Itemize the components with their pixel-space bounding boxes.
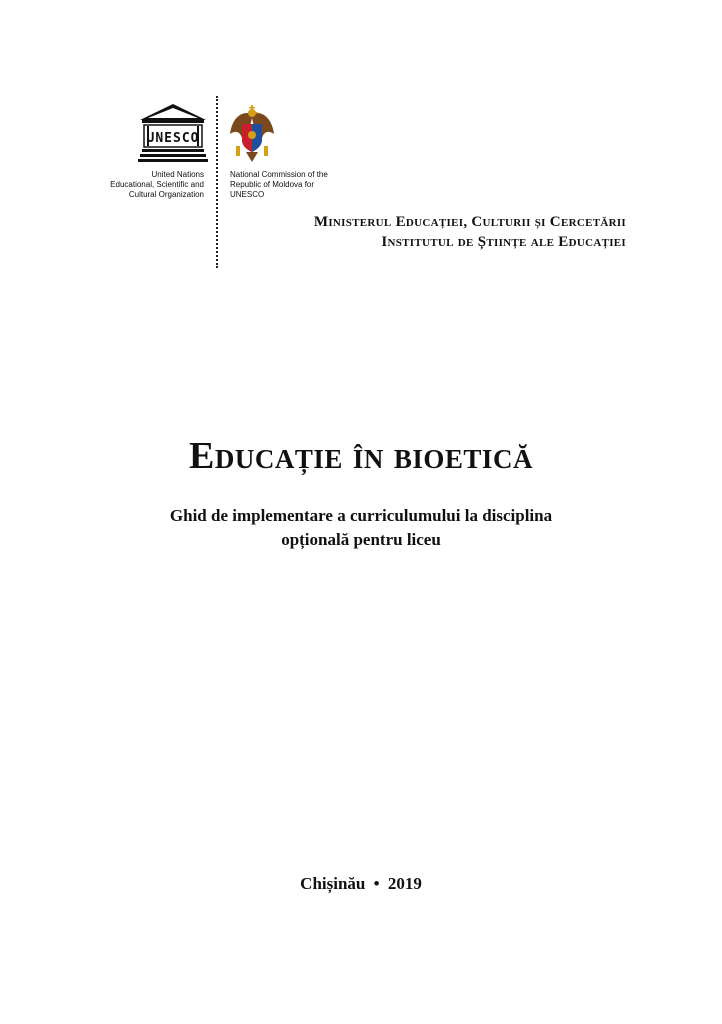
ministry-header <box>314 212 626 252</box>
publication-year: 2019 <box>387 874 422 893</box>
subtitle-line: opțională pentru liceu <box>281 530 441 549</box>
unesco-logo-icon <box>138 102 208 164</box>
document-subtitle <box>0 504 722 552</box>
subtitle-line: Ghid de implementare a curriculumului la disciplina <box>169 506 553 525</box>
unesco-org-name <box>86 170 204 200</box>
unesco-org-line: Educational, Scientific and <box>110 180 204 189</box>
publication-footer <box>0 872 722 896</box>
national-commission-name <box>230 170 370 200</box>
unesco-org-line: United Nations <box>151 170 204 179</box>
ministry-line: Ministerul Educației, Culturii și Cercetării <box>313 214 626 230</box>
publication-city: Chișinău <box>300 874 366 893</box>
commission-line: UNESCO <box>230 190 265 199</box>
commission-line: National Commission of the <box>230 170 328 179</box>
moldova-coat-of-arms-icon <box>228 104 276 164</box>
dotted-divider <box>216 96 218 268</box>
document-title: Educație în bioetică <box>189 435 533 477</box>
unesco-org-line: Cultural Organization <box>128 190 204 199</box>
commission-line: Republic of Moldova for <box>230 180 315 189</box>
institute-line: Institutul de Științe ale Educației <box>381 234 626 250</box>
unesco-logo-text: UNESCO <box>146 131 200 146</box>
separator-dot: • <box>373 874 380 893</box>
